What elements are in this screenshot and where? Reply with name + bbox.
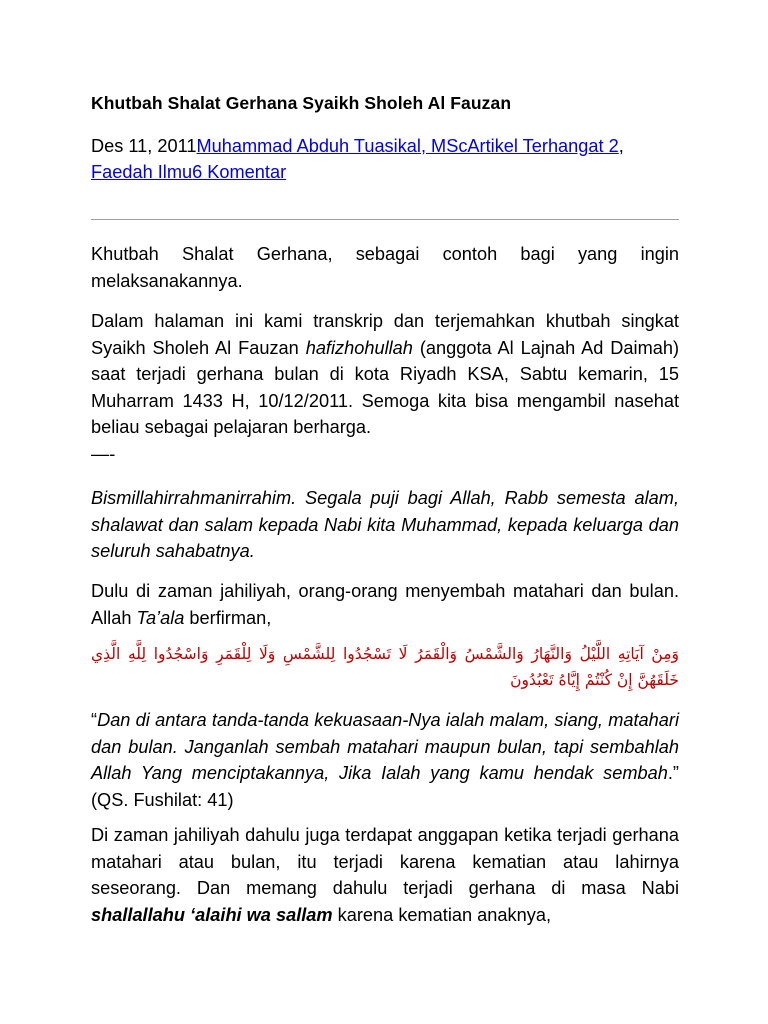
paragraph-opening <box>91 485 679 565</box>
author-link[interactable]: Muhammad Abduh Tuasikal, MSc <box>196 136 468 156</box>
paragraph-jahiliyah <box>91 578 679 631</box>
opening-text: Bismillahirrahmanirrahim. Segala puji bagi Allah, Rabb semesta alam, shalawat dan salam kepada Nabi kita Muhammad, kepada keluarga dan seluruh sahabatnya. <box>91 488 679 561</box>
paragraph-translation <box>91 707 679 813</box>
article-date: Des 11, 2011 <box>91 136 197 156</box>
translation-text: Dan di antara tanda-tanda kekuasaan-Nya ialah malam, siang, matahari dan bulan. Janganlah sembah matahari maupun bulan, tapi sembahlah Allah Yang menciptakannya, Jika Ialah yang kamu hendak sembah <box>91 710 679 783</box>
arabic-verse: وَمِنْ آيَاتِهِ اللَّيْلُ وَالنَّهَارُ وَالشَّمْسُ وَالْقَمَرُ لَا تَسْجُدُوا لِلشَّمْسِ وَلَا لِلْقَمَرِ وَاسْجُدُوا لِلَّهِ الَّذِي خَلَقَهُنَّ إِنْ كُنْتُمْ إِيَّاهُ تَعْبُدُونَ <box>91 645 679 689</box>
eclipse-text-b: karena kematian anaknya, <box>332 904 551 925</box>
paragraph-intro <box>91 241 679 294</box>
paragraph-description <box>91 308 679 441</box>
paragraph-intro-text: Khutbah Shalat Gerhana, sebagai contoh bagi yang ingin melaksanakannya. <box>91 244 679 291</box>
description-text-b: (anggota Al Lajnah Ad Daimah) saat terjadi gerhana bulan di kota Riyadh KSA, Sabtu kemarin, 15 Muharram 1433 H, 10/12/2011. Semoga kita bisa mengambil nasehat beliau sebagai pelajaran berharga. <box>91 337 680 437</box>
jahiliyah-text-a: Dulu di zaman jahiliyah, orang-orang menyembah matahari dan bulan. Allah <box>91 581 679 628</box>
article-title: Khutbah Shalat Gerhana Syaikh Sholeh Al Fauzan <box>91 93 512 113</box>
honorific-text: hafizhohullah <box>305 337 413 358</box>
description-text-a: Dalam halaman ini kami transkrip dan terjemahkan khutbah singkat Syaikh Sholeh Al Fauzan <box>91 311 679 358</box>
category-separator: , <box>618 136 624 156</box>
section-dash: —- <box>91 444 116 464</box>
category-link-faedah[interactable]: Faedah Ilmu <box>91 162 193 182</box>
category-link-terhangat[interactable]: Artikel Terhangat 2 <box>467 136 619 156</box>
salawat-text: shallallahu ‘alaihi wa sallam <box>91 904 333 925</box>
quote-reference: .” (QS. Fushilat: 41) <box>91 763 679 810</box>
quote-open: “ <box>91 710 98 730</box>
horizontal-divider <box>91 219 679 220</box>
article-meta <box>91 133 679 185</box>
comments-link[interactable]: 6 Komentar <box>192 162 287 182</box>
paragraph-eclipse <box>91 822 679 928</box>
eclipse-text-a: Di zaman jahiliyah dahulu juga terdapat anggapan ketika terjadi gerhana matahari atau bulan, itu terjadi karena kematian atau lahirnya seseorang. Dan memang dahulu terjadi gerhana di masa Nabi <box>91 825 679 898</box>
jahiliyah-text-b: berfirman, <box>184 607 272 628</box>
taala-text: Ta’ala <box>136 607 185 628</box>
